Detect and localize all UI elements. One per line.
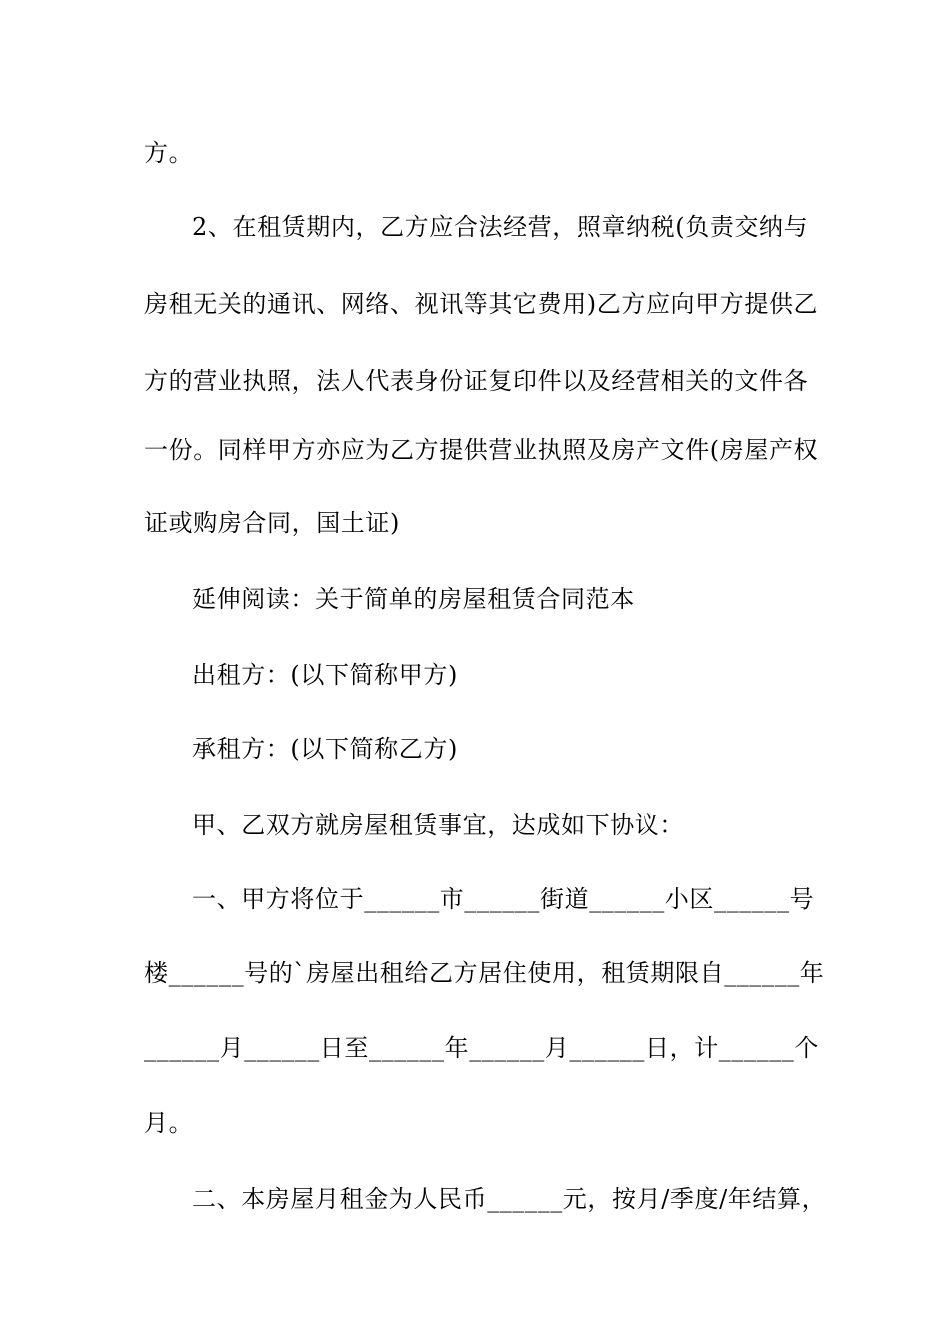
text-line: 证或购房合同，国土证)	[144, 509, 400, 537]
text-line: 二、本房屋月租金为人民币______元，按月/季度/年结算，	[192, 1185, 827, 1213]
text-line: 一份。同样甲方亦应为乙方提供营业执照及房产文件(房屋产权	[144, 436, 819, 464]
text-line: 房租无关的通讯、网络、视讯等其它费用)乙方应向甲方提供乙	[144, 290, 819, 318]
text-line: 一、甲方将位于______市______街道______小区______号	[192, 885, 815, 913]
text-line: 月。	[144, 1109, 194, 1137]
text-line: 楼______号的`房屋出租给乙方居住使用，租赁期限自______年	[144, 959, 825, 987]
text-line: 方的营业执照，法人代表身份证复印件以及经营相关的文件各	[144, 367, 809, 395]
text-line: 甲、乙双方就房屋租赁事宜，达成如下协议：	[192, 811, 684, 839]
text-line: 出租方：(以下简称甲方)	[192, 661, 458, 689]
text-line: 承租方：(以下简称乙方)	[192, 735, 458, 763]
text-line: 方。	[144, 139, 194, 167]
text-line: 2、在租赁期内，乙方应合法经营，照章纳税(负责交纳与	[192, 213, 809, 241]
text-line: 延伸阅读：关于简单的房屋租赁合同范本	[192, 585, 635, 613]
text-line: ______月______日至______年______月______日，计______个	[144, 1034, 819, 1062]
